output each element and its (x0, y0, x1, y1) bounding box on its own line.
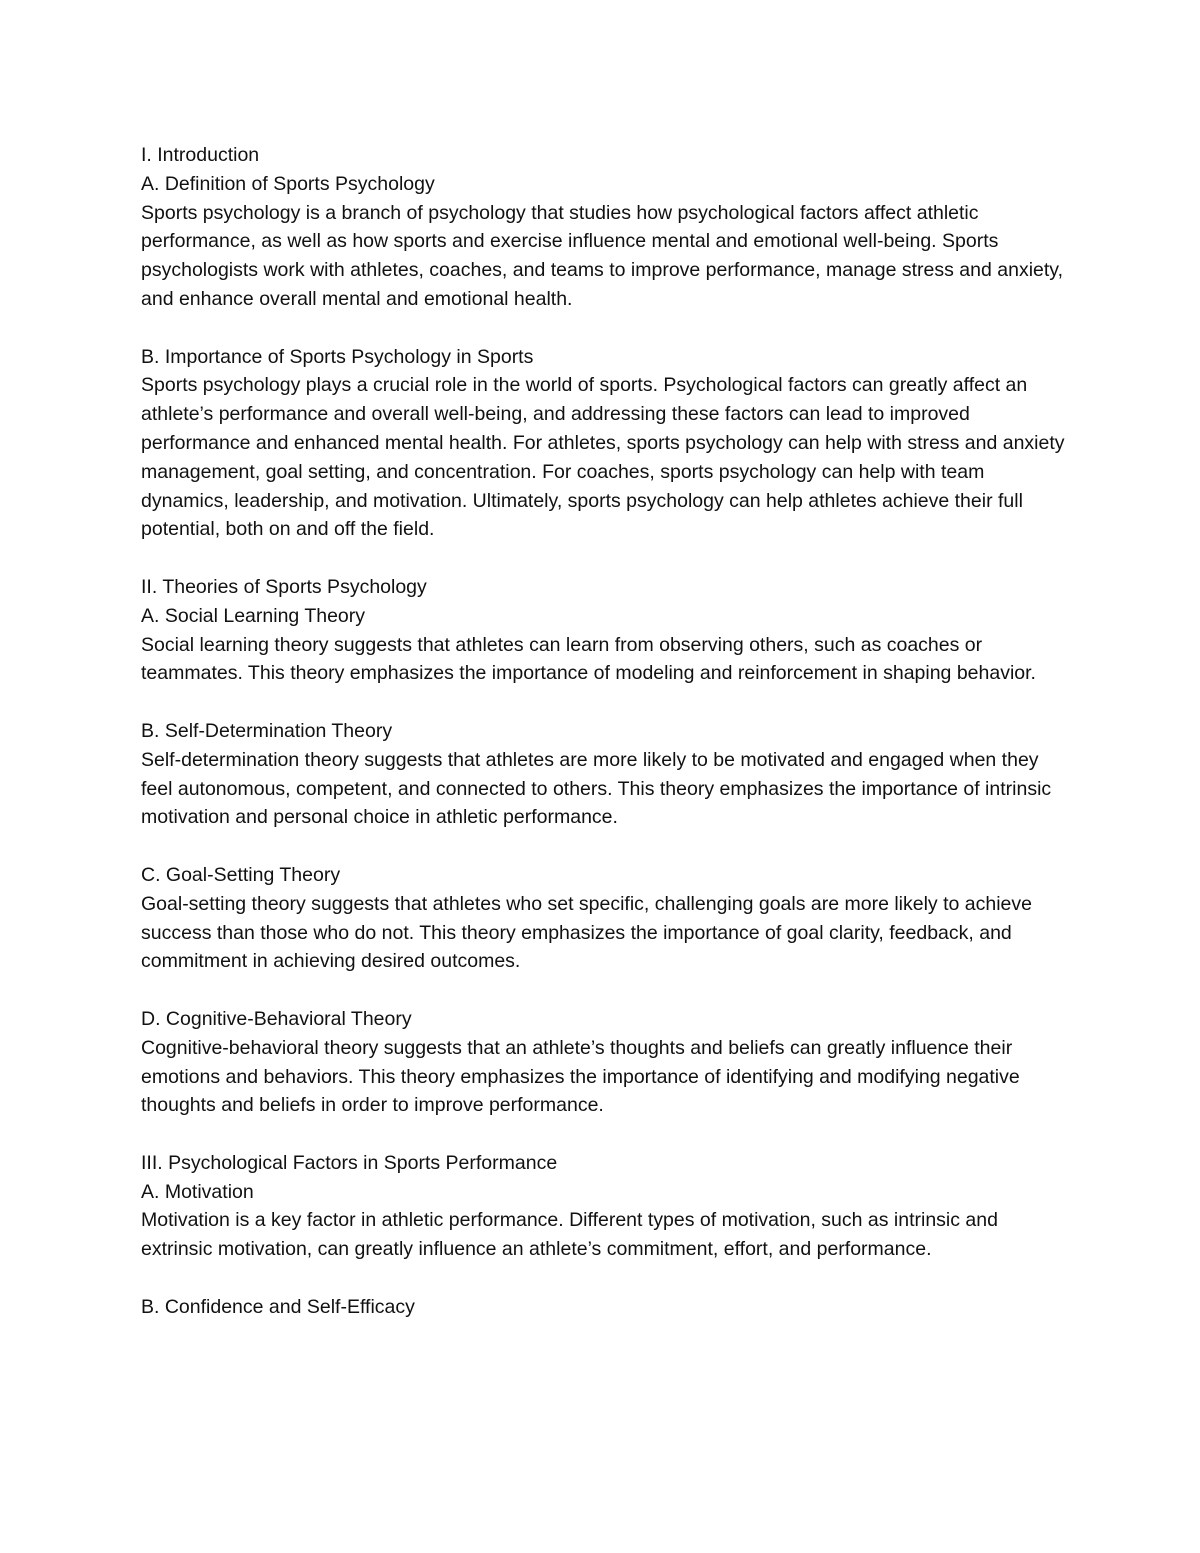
section-heading: I. Introduction (141, 144, 260, 166)
paragraph: Cognitive-behavioral theory suggests that an athlete’s thoughts and beliefs can greatly influence their emotions and behaviors. This theory emphasizes the importance of identifying and modifying negative thoughts and beliefs in order to improve performance. (141, 1036, 1020, 1117)
paragraph-gap (141, 544, 1066, 573)
subsection-heading: B. Confidence and Self-Efficacy (141, 1295, 415, 1318)
paragraph: Self-determination theory suggests that athletes are more likely to be motivated and engaged when they feel autonomous, competent, and connected to others. This theory emphasizes the importance of intrinsic motivation and personal choice in athletic performance. (141, 748, 1052, 829)
section-heading: III. Psychological Factors in Sports Performance (141, 1151, 558, 1174)
subsection-heading: A. Social Learning Theory (141, 604, 366, 627)
subsection-heading: C. Goal-Setting Theory (141, 863, 341, 886)
paragraph-gap (141, 1120, 1066, 1149)
paragraph-gap (141, 314, 1066, 343)
paragraph-gap (141, 832, 1066, 861)
section-heading: II. Theories of Sports Psychology (141, 575, 427, 598)
paragraph: Sports psychology is a branch of psychology that studies how psychological factors affect athletic performance, as well as how sports and exercise influence mental and emotional well-being. Sports psychologists work with athletes, coaches, and teams to improve performance, manage stress and anxiety, and enhance overall mental and emotional health. (141, 201, 1064, 310)
subsection-heading: B. Importance of Sports Psychology in Sports (141, 345, 534, 368)
subsection-heading: B. Self-Determination Theory (141, 719, 393, 742)
document-page (141, 141, 1066, 1322)
subsection-heading: A. Motivation (141, 1180, 254, 1203)
paragraph: Sports psychology plays a crucial role in the world of sports. Psychological factors can greatly affect an athlete’s performance and overall well-being, and addressing these factors can lead to improved performance and enhanced mental health. For athletes, sports psychology can help with stress and anxiety management, goal setting, and concentration. For coaches, sports psychology can help with team dynamics, leadership, and motivation. Ultimately, sports psychology can help athletes achieve their full potential, both on and off the field. (141, 374, 1065, 541)
paragraph: Goal-setting theory suggests that athletes who set specific, challenging goals are more likely to achieve success than those who do not. This theory emphasizes the importance of goal clarity, feedback, and commitment in achieving desired outcomes. (141, 892, 1032, 973)
subsection-heading: D. Cognitive-Behavioral Theory (141, 1007, 412, 1030)
paragraph-gap (141, 1264, 1066, 1293)
paragraph-gap (141, 688, 1066, 717)
paragraph: Social learning theory suggests that athletes can learn from observing others, such as coaches or teammates. This theory emphasizes the importance of modeling and reinforcement in shaping behavior. (141, 633, 1036, 685)
subsection-heading: A. Definition of Sports Psychology (141, 172, 435, 195)
paragraph: Motivation is a key factor in athletic performance. Different types of motivation, such as intrinsic and extrinsic motivation, can greatly influence an athlete’s commitment, effort, and performance. (141, 1209, 998, 1261)
paragraph-gap (141, 976, 1066, 1005)
